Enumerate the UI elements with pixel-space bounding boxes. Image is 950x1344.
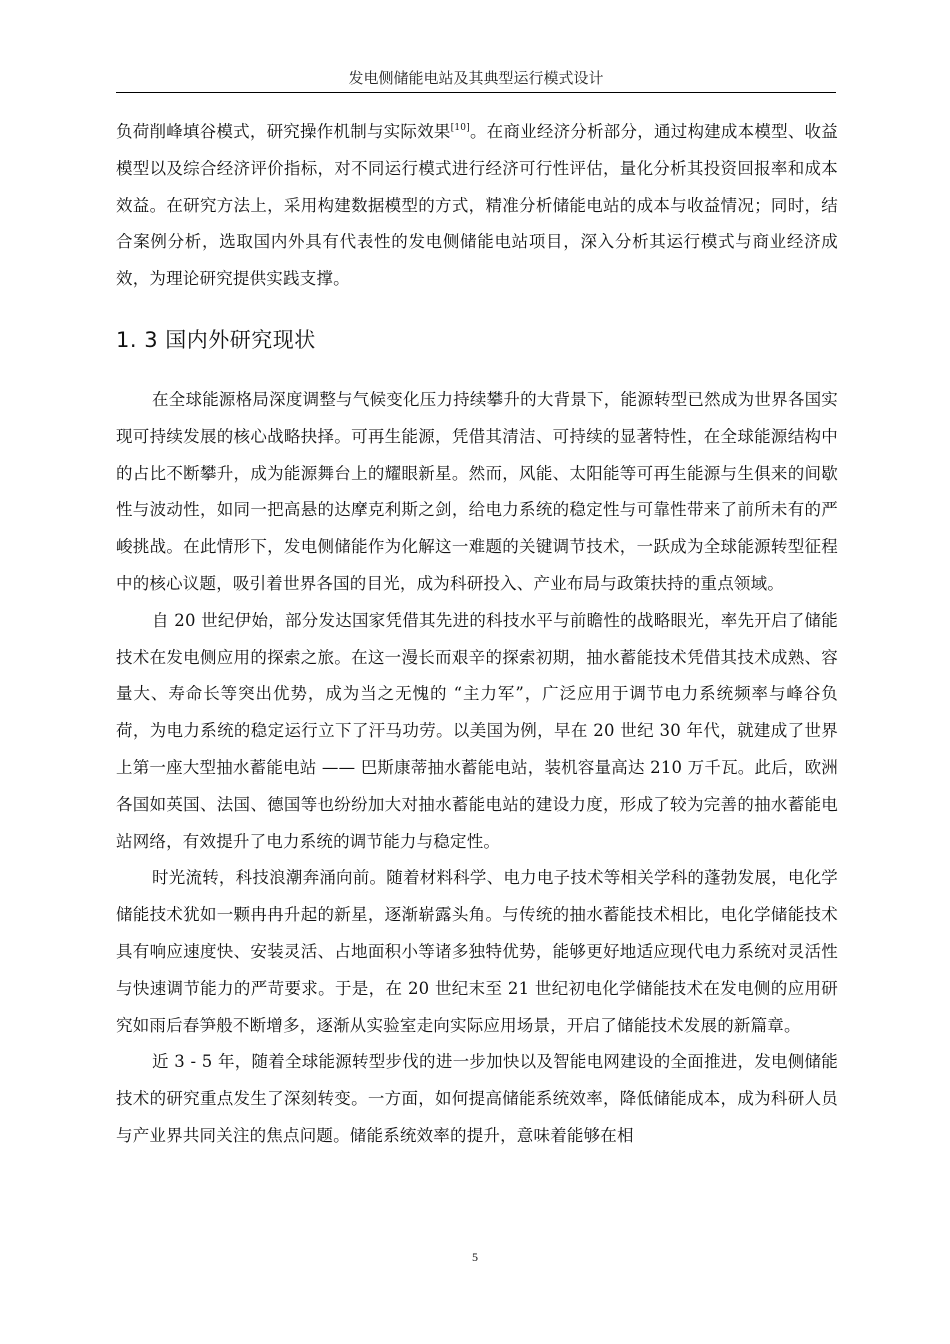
citation-ref: [10]: [450, 123, 470, 133]
page-header-title: 发电侧储能电站及其典型运行模式设计: [348, 69, 604, 87]
section-heading: 1. 3 国内外研究现状: [116, 327, 316, 352]
paragraph-continuation: [116, 114, 838, 298]
paragraph: 时光流转，科技浪潮奔涌向前。随着材料科学、电力电子技术等相关学科的蓬勃发展，电化学储能技术犹如一颗冉冉升起的新星，逐渐崭露头角。与传统的抽水蓄能技术相比，电化学储能技术具有响应速度快、安装灵活、占地面积小等诸多独特优势，能够更好地适应现代电力系统对灵活性与快速调节能力的严苛要求。于是，在 20 世纪末至 21 世纪初电化学储能技术在发电侧的应用研究如雨后春笋般不断增多，逐渐从实验室走向实际应用场景，开启了储能技术发展的新篇章。: [116, 868, 838, 1035]
paragraph: 自 20 世纪伊始，部分发达国家凭借其先进的科技水平与前瞻性的战略眼光，率先开启了储能技术在发电侧应用的探索之旅。在这一漫长而艰辛的探索初期，抽水蓄能技术凭借其技术成熟、容量大、寿命长等突出优势，成为当之无愧的 “主力军”，广泛应用于调节电力系统频率与峰谷负荷，为电力系统的稳定运行立下了汗马功劳。以美国为例，早在 20 世纪 30 年代，就建成了世界上第一座大型抽水蓄能电站 —— 巴斯康蒂抽水蓄能电站，装机容量高达 210 万千瓦。此后，欧洲各国如英国、法国、德国等也纷纷加大对抽水蓄能电站的建设力度，形成了较为完善的抽水蓄能电站网络，有效提升了电力系统的调节能力与稳定性。: [116, 610, 838, 851]
header-rule: [116, 92, 836, 93]
paragraph-text: 负荷削峰填谷模式，研究操作机制与实际效果: [116, 122, 451, 141]
page-body: [116, 114, 838, 1155]
page-number: 5: [472, 1250, 478, 1264]
paragraph: 近 3 - 5 年，随着全球能源转型步伐的进一步加快以及智能电网建设的全面推进，发电侧储能技术的研究重点发生了深刻转变。一方面，如何提高储能系统效率，降低储能成本，成为科研人员与产业界共同关注的焦点问题。储能系统效率的提升，意味着能够在相: [116, 1052, 838, 1145]
paragraph: 在全球能源格局深度调整与气候变化压力持续攀升的大背景下，能源转型已然成为世界各国实现可持续发展的核心战略抉择。可再生能源，凭借其清洁、可持续的显著特性，在全球能源结构中的占比不断攀升，成为能源舞台上的耀眼新星。然而，风能、太阳能等可再生能源与生俱来的间歇性与波动性，如同一把高悬的达摩克利斯之剑，给电力系统的稳定性与可靠性带来了前所未有的严峻挑战。在此情形下，发电侧储能作为化解这一难题的关键调节技术，一跃成为全球能源转型征程中的核心议题，吸引着世界各国的目光，成为科研投入、产业布局与政策扶持的重点领域。: [116, 389, 838, 593]
paragraph-text: 。在商业经济分析部分，通过构建成本模型、收益模型以及综合经济评价指标，对不同运行模式进行经济可行性评估，量化分析其投资回报率和成本效益。在研究方法上，采用构建数据模型的方式，精准分析储能电站的成本与收益情况；同时，结合案例分析，选取国内外具有代表性的发电侧储能电站项目，深入分析其运行模式与商业经济成效，为理论研究提供实践支撑。: [116, 122, 838, 289]
